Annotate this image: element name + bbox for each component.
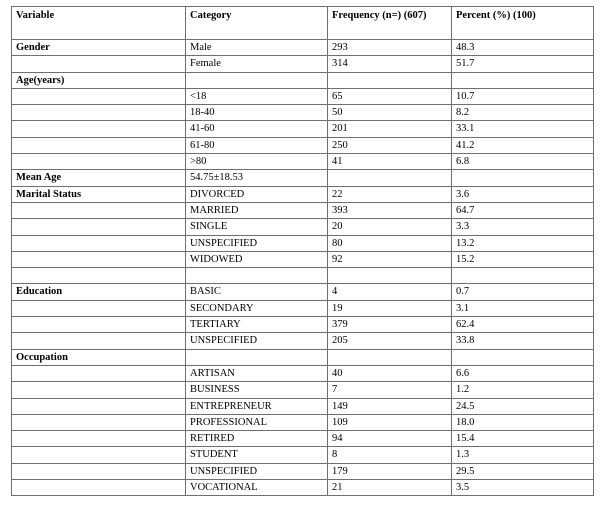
percent-cell: 10.7 <box>452 88 594 104</box>
table-row <box>12 88 594 104</box>
variable-cell <box>12 105 186 121</box>
category-cell: SINGLE <box>186 219 328 235</box>
frequency-cell: 22 <box>328 186 452 202</box>
frequency-cell: 21 <box>328 480 452 496</box>
category-cell: Female <box>186 56 328 72</box>
percent-cell: 41.2 <box>452 137 594 153</box>
variable-cell <box>12 300 186 316</box>
variable-cell <box>12 251 186 267</box>
percent-cell: 62.4 <box>452 317 594 333</box>
category-cell: STUDENT <box>186 447 328 463</box>
frequency-cell <box>328 170 452 186</box>
frequency-cell: 149 <box>328 398 452 414</box>
frequency-cell: 41 <box>328 154 452 170</box>
table-row <box>12 154 594 170</box>
variable-cell <box>12 480 186 496</box>
category-cell: MARRIED <box>186 202 328 218</box>
percent-cell <box>452 268 594 284</box>
variable-cell: Gender <box>12 40 186 56</box>
table-row <box>12 317 594 333</box>
percent-cell: 24.5 <box>452 398 594 414</box>
percent-cell: 33.1 <box>452 121 594 137</box>
variable-cell <box>12 365 186 381</box>
table-row <box>12 137 594 153</box>
table-row <box>12 447 594 463</box>
category-cell: RETIRED <box>186 431 328 447</box>
category-cell <box>186 268 328 284</box>
frequency-cell: 92 <box>328 251 452 267</box>
frequency-cell: 20 <box>328 219 452 235</box>
category-cell: BUSINESS <box>186 382 328 398</box>
variable-cell <box>12 219 186 235</box>
frequency-cell: 379 <box>328 317 452 333</box>
percent-cell: 48.3 <box>452 40 594 56</box>
percent-cell: 3.3 <box>452 219 594 235</box>
table-row <box>12 121 594 137</box>
category-cell: 41-60 <box>186 121 328 137</box>
table-row <box>12 268 594 284</box>
frequency-cell: 4 <box>328 284 452 300</box>
frequency-cell: 250 <box>328 137 452 153</box>
category-cell: TERTIARY <box>186 317 328 333</box>
table-row <box>12 382 594 398</box>
frequency-cell: 393 <box>328 202 452 218</box>
frequency-cell: 50 <box>328 105 452 121</box>
variable-cell: Occupation <box>12 349 186 365</box>
percent-cell: 6.6 <box>452 365 594 381</box>
frequency-cell: 205 <box>328 333 452 349</box>
table-row <box>12 251 594 267</box>
frequency-cell: 19 <box>328 300 452 316</box>
variable-cell <box>12 154 186 170</box>
percent-cell: 8.2 <box>452 105 594 121</box>
table-row <box>12 463 594 479</box>
category-cell: VOCATIONAL <box>186 480 328 496</box>
header-category: Category <box>186 7 328 40</box>
variable-cell <box>12 202 186 218</box>
category-cell: <18 <box>186 88 328 104</box>
frequency-cell <box>328 349 452 365</box>
variable-cell <box>12 414 186 430</box>
variable-cell <box>12 431 186 447</box>
variable-cell <box>12 382 186 398</box>
variable-cell <box>12 463 186 479</box>
percent-cell: 1.2 <box>452 382 594 398</box>
category-cell: WIDOWED <box>186 251 328 267</box>
frequency-cell: 201 <box>328 121 452 137</box>
frequency-cell: 40 <box>328 365 452 381</box>
table-row <box>12 235 594 251</box>
category-cell <box>186 349 328 365</box>
frequency-cell: 7 <box>328 382 452 398</box>
frequency-cell: 179 <box>328 463 452 479</box>
percent-cell: 18.0 <box>452 414 594 430</box>
category-cell: UNSPECIFIED <box>186 333 328 349</box>
category-cell: PROFESSIONAL <box>186 414 328 430</box>
percent-cell: 29.5 <box>452 463 594 479</box>
percent-cell: 6.8 <box>452 154 594 170</box>
category-cell: ENTREPRENEUR <box>186 398 328 414</box>
percent-cell: 15.4 <box>452 431 594 447</box>
category-cell: UNSPECIFIED <box>186 463 328 479</box>
frequency-cell: 8 <box>328 447 452 463</box>
variable-cell <box>12 121 186 137</box>
variable-cell <box>12 398 186 414</box>
table-container <box>11 6 593 496</box>
table-row <box>12 186 594 202</box>
percent-cell: 15.2 <box>452 251 594 267</box>
variable-cell <box>12 447 186 463</box>
frequency-cell: 94 <box>328 431 452 447</box>
percent-cell: 1.3 <box>452 447 594 463</box>
table-row <box>12 300 594 316</box>
frequency-cell <box>328 72 452 88</box>
table-row <box>12 56 594 72</box>
table-row <box>12 72 594 88</box>
table-row <box>12 480 594 496</box>
variable-cell <box>12 56 186 72</box>
table-row <box>12 333 594 349</box>
percent-cell: 3.1 <box>452 300 594 316</box>
variable-cell <box>12 333 186 349</box>
frequency-cell: 80 <box>328 235 452 251</box>
table-row <box>12 398 594 414</box>
variable-cell: Mean Age <box>12 170 186 186</box>
table-row <box>12 349 594 365</box>
category-cell: 54.75±18.53 <box>186 170 328 186</box>
category-cell <box>186 72 328 88</box>
category-cell: 61-80 <box>186 137 328 153</box>
variable-cell: Education <box>12 284 186 300</box>
header-percent: Percent (%) (100) <box>452 7 594 40</box>
table-row <box>12 105 594 121</box>
percent-cell <box>452 170 594 186</box>
header-frequency: Frequency (n=) (607) <box>328 7 452 40</box>
category-cell: SECONDARY <box>186 300 328 316</box>
table-row <box>12 219 594 235</box>
table-row <box>12 365 594 381</box>
variable-cell <box>12 235 186 251</box>
category-cell: UNSPECIFIED <box>186 235 328 251</box>
category-cell: ARTISAN <box>186 365 328 381</box>
percent-cell: 51.7 <box>452 56 594 72</box>
category-cell: DIVORCED <box>186 186 328 202</box>
category-cell: Male <box>186 40 328 56</box>
table-body <box>12 7 594 496</box>
percent-cell: 33.8 <box>452 333 594 349</box>
frequency-cell <box>328 268 452 284</box>
frequency-cell: 293 <box>328 40 452 56</box>
category-cell: 18-40 <box>186 105 328 121</box>
demographics-table <box>11 6 594 496</box>
table-row <box>12 431 594 447</box>
variable-cell: Age(years) <box>12 72 186 88</box>
table-row <box>12 414 594 430</box>
category-cell: BASIC <box>186 284 328 300</box>
variable-cell: Marital Status <box>12 186 186 202</box>
frequency-cell: 65 <box>328 88 452 104</box>
percent-cell: 3.5 <box>452 480 594 496</box>
variable-cell <box>12 137 186 153</box>
percent-cell <box>452 349 594 365</box>
table-row <box>12 170 594 186</box>
frequency-cell: 109 <box>328 414 452 430</box>
frequency-cell: 314 <box>328 56 452 72</box>
variable-cell <box>12 268 186 284</box>
table-header-row <box>12 7 594 40</box>
header-variable: Variable <box>12 7 186 40</box>
variable-cell <box>12 317 186 333</box>
table-row <box>12 202 594 218</box>
table-row <box>12 40 594 56</box>
category-cell: >80 <box>186 154 328 170</box>
percent-cell <box>452 72 594 88</box>
percent-cell: 13.2 <box>452 235 594 251</box>
table-row <box>12 284 594 300</box>
percent-cell: 64.7 <box>452 202 594 218</box>
percent-cell: 0.7 <box>452 284 594 300</box>
variable-cell <box>12 88 186 104</box>
percent-cell: 3.6 <box>452 186 594 202</box>
